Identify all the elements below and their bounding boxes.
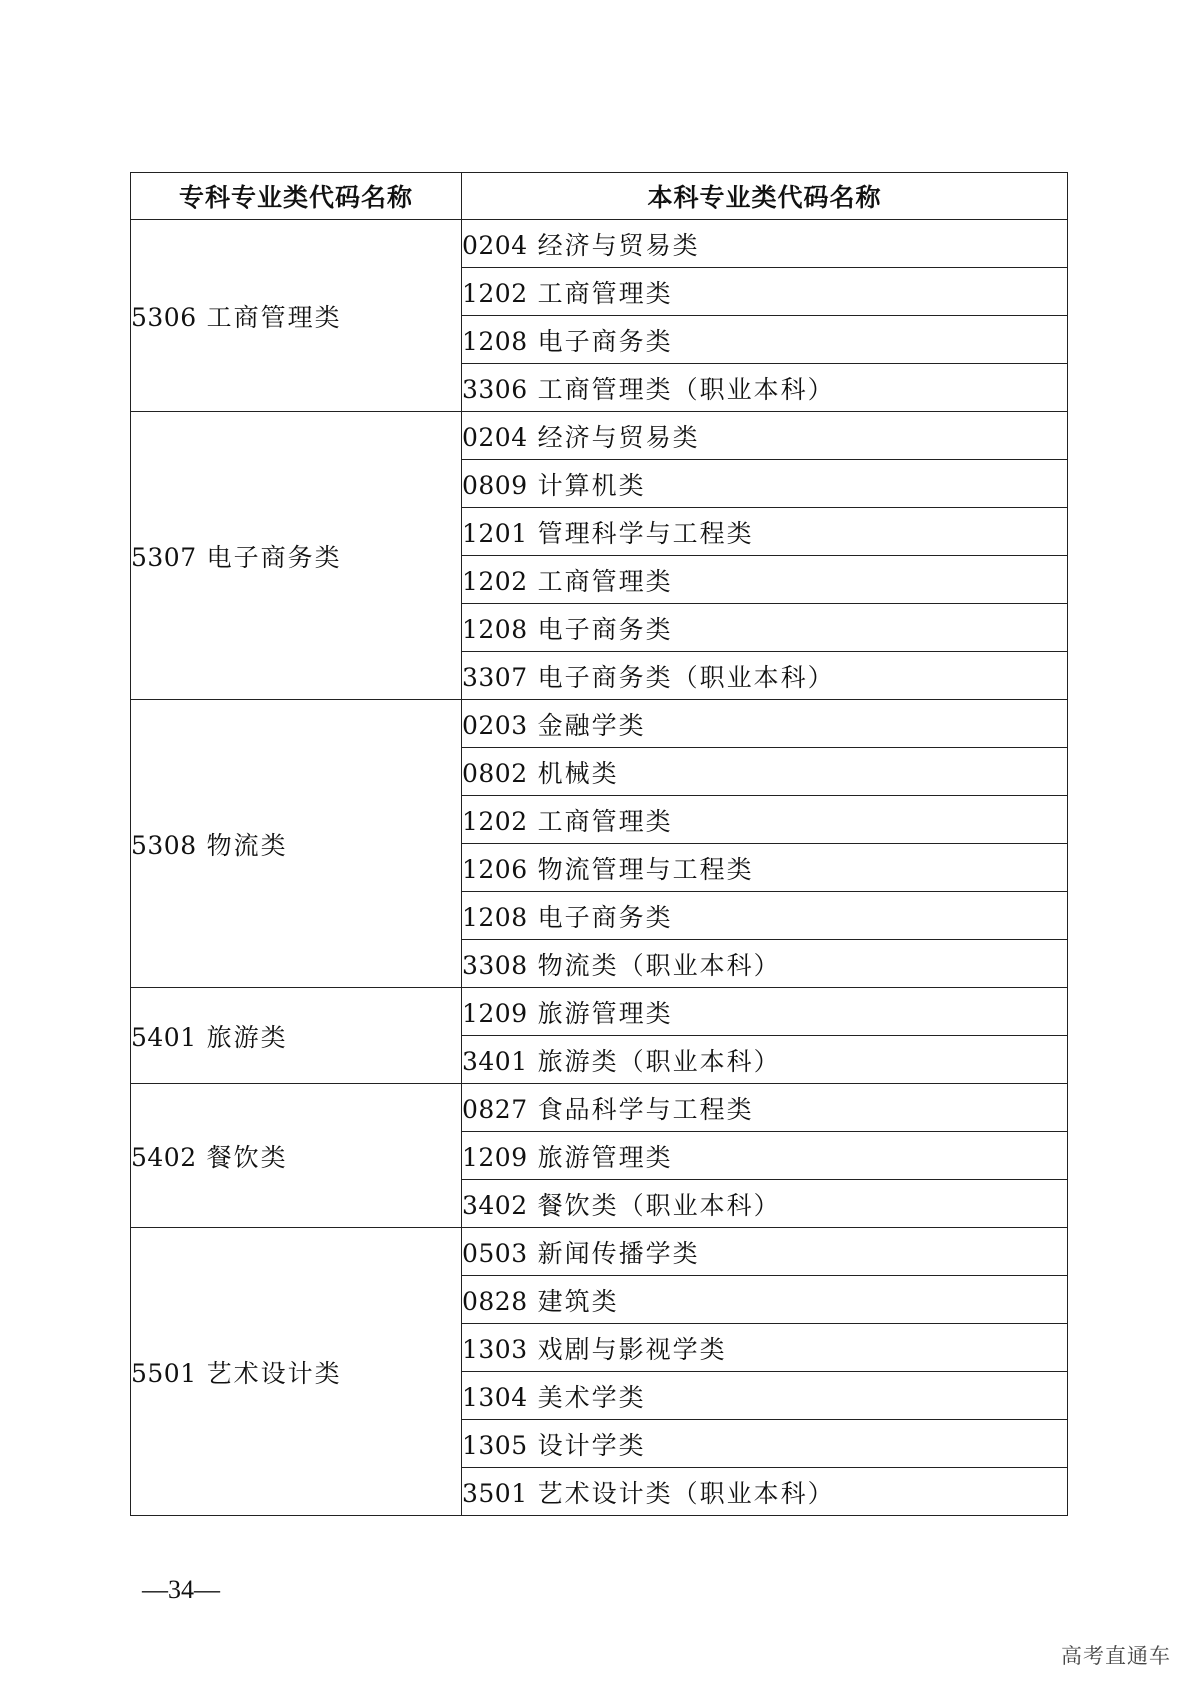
bachelor-major-name: 金融学类 (537, 710, 646, 740)
table-header-row (131, 173, 1068, 220)
bachelor-major-name: 旅游管理类 (537, 998, 673, 1028)
bachelor-major-cell (462, 1036, 1068, 1084)
bachelor-major-code: 1202 (462, 806, 528, 836)
bachelor-major-cell (462, 1132, 1068, 1180)
bachelor-major-name: 工商管理类（职业本科） (537, 374, 835, 404)
bachelor-major-name: 经济与贸易类 (537, 230, 700, 260)
bachelor-major-cell (462, 508, 1068, 556)
bachelor-major-code: 3402 (462, 1190, 528, 1220)
bachelor-major-name: 设计学类 (537, 1430, 646, 1460)
watermark: 高考直通车 (1061, 1644, 1171, 1668)
bachelor-major-name: 电子商务类 (537, 614, 673, 644)
associate-major-code: 5501 (131, 1358, 197, 1388)
bachelor-major-cell (462, 1468, 1068, 1516)
bachelor-major-cell (462, 460, 1068, 508)
associate-major-cell (131, 700, 462, 988)
associate-major-code: 5402 (131, 1142, 197, 1172)
bachelor-major-code: 1208 (462, 902, 528, 932)
bachelor-major-cell (462, 892, 1068, 940)
header-associate-major: 专科专业类代码名称 (131, 173, 462, 220)
associate-major-cell (131, 1228, 462, 1516)
bachelor-major-code: 1209 (462, 998, 528, 1028)
bachelor-major-cell (462, 364, 1068, 412)
bachelor-major-name: 物流类（职业本科） (537, 950, 781, 980)
bachelor-major-cell (462, 1420, 1068, 1468)
bachelor-major-cell (462, 844, 1068, 892)
bachelor-major-code: 3307 (462, 662, 528, 692)
bachelor-major-name: 工商管理类 (537, 806, 673, 836)
bachelor-major-name: 电子商务类 (537, 326, 673, 356)
bachelor-major-name: 食品科学与工程类 (537, 1094, 754, 1124)
associate-major-code: 5307 (131, 542, 197, 572)
bachelor-major-code: 0203 (462, 710, 528, 740)
bachelor-major-name: 计算机类 (537, 470, 646, 500)
bachelor-major-cell (462, 268, 1068, 316)
bachelor-major-name: 新闻传播学类 (537, 1238, 700, 1268)
bachelor-major-code: 3501 (462, 1478, 528, 1508)
bachelor-major-name: 餐饮类（职业本科） (537, 1190, 781, 1220)
bachelor-major-cell (462, 1372, 1068, 1420)
table-row (131, 988, 1068, 1036)
associate-major-name: 工商管理类 (206, 302, 342, 332)
associate-major-cell (131, 988, 462, 1084)
bachelor-major-cell (462, 652, 1068, 700)
page-number: —34— (142, 1575, 220, 1604)
bachelor-major-name: 艺术设计类（职业本科） (537, 1478, 835, 1508)
bachelor-major-name: 电子商务类（职业本科） (537, 662, 835, 692)
associate-major-cell (131, 412, 462, 700)
bachelor-major-cell (462, 988, 1068, 1036)
bachelor-major-name: 旅游类（职业本科） (537, 1046, 781, 1076)
table-row (131, 220, 1068, 268)
bachelor-major-code: 0828 (462, 1286, 528, 1316)
associate-major-name: 艺术设计类 (206, 1358, 342, 1388)
bachelor-major-name: 建筑类 (537, 1286, 619, 1316)
bachelor-major-name: 旅游管理类 (537, 1142, 673, 1172)
bachelor-major-cell (462, 748, 1068, 796)
bachelor-major-code: 0802 (462, 758, 528, 788)
bachelor-major-code: 1208 (462, 614, 528, 644)
bachelor-major-code: 0809 (462, 470, 528, 500)
bachelor-major-code: 1303 (462, 1334, 528, 1364)
bachelor-major-cell (462, 316, 1068, 364)
bachelor-major-code: 1202 (462, 278, 528, 308)
bachelor-major-cell (462, 604, 1068, 652)
bachelor-major-cell (462, 1324, 1068, 1372)
bachelor-major-name: 工商管理类 (537, 278, 673, 308)
associate-major-name: 旅游类 (206, 1022, 288, 1052)
bachelor-major-code: 1202 (462, 566, 528, 596)
table-row (131, 1228, 1068, 1276)
bachelor-major-name: 戏剧与影视学类 (537, 1334, 727, 1364)
table-row (131, 1084, 1068, 1132)
bachelor-major-cell (462, 700, 1068, 748)
bachelor-major-name: 物流管理与工程类 (537, 854, 754, 884)
bachelor-major-cell (462, 412, 1068, 460)
associate-major-cell (131, 1084, 462, 1228)
bachelor-major-code: 1304 (462, 1382, 528, 1412)
bachelor-major-code: 1305 (462, 1430, 528, 1460)
bachelor-major-code: 3308 (462, 950, 528, 980)
bachelor-major-code: 1201 (462, 518, 528, 548)
bachelor-major-name: 管理科学与工程类 (537, 518, 754, 548)
bachelor-major-code: 3306 (462, 374, 528, 404)
bachelor-major-name: 电子商务类 (537, 902, 673, 932)
bachelor-major-cell (462, 1084, 1068, 1132)
major-mapping-table (130, 172, 1068, 1516)
bachelor-major-cell (462, 940, 1068, 988)
bachelor-major-cell (462, 556, 1068, 604)
bachelor-major-code: 1206 (462, 854, 528, 884)
bachelor-major-cell (462, 220, 1068, 268)
table-row (131, 412, 1068, 460)
associate-major-code: 5401 (131, 1022, 197, 1052)
bachelor-major-code: 0827 (462, 1094, 528, 1124)
bachelor-major-code: 0204 (462, 230, 528, 260)
associate-major-code: 5306 (131, 302, 197, 332)
associate-major-name: 电子商务类 (206, 542, 342, 572)
associate-major-name: 餐饮类 (206, 1142, 288, 1172)
associate-major-code: 5308 (131, 830, 197, 860)
bachelor-major-code: 1209 (462, 1142, 528, 1172)
bachelor-major-name: 工商管理类 (537, 566, 673, 596)
bachelor-major-code: 1208 (462, 326, 528, 356)
bachelor-major-name: 机械类 (537, 758, 619, 788)
bachelor-major-name: 经济与贸易类 (537, 422, 700, 452)
bachelor-major-cell (462, 1180, 1068, 1228)
associate-major-name: 物流类 (206, 830, 288, 860)
bachelor-major-name: 美术学类 (537, 1382, 646, 1412)
bachelor-major-code: 3401 (462, 1046, 528, 1076)
bachelor-major-cell (462, 1228, 1068, 1276)
header-bachelor-major: 本科专业类代码名称 (462, 173, 1068, 220)
table-row (131, 700, 1068, 748)
bachelor-major-cell (462, 796, 1068, 844)
table-body (131, 220, 1068, 1516)
bachelor-major-code: 0503 (462, 1238, 528, 1268)
bachelor-major-code: 0204 (462, 422, 528, 452)
associate-major-cell (131, 220, 462, 412)
bachelor-major-cell (462, 1276, 1068, 1324)
